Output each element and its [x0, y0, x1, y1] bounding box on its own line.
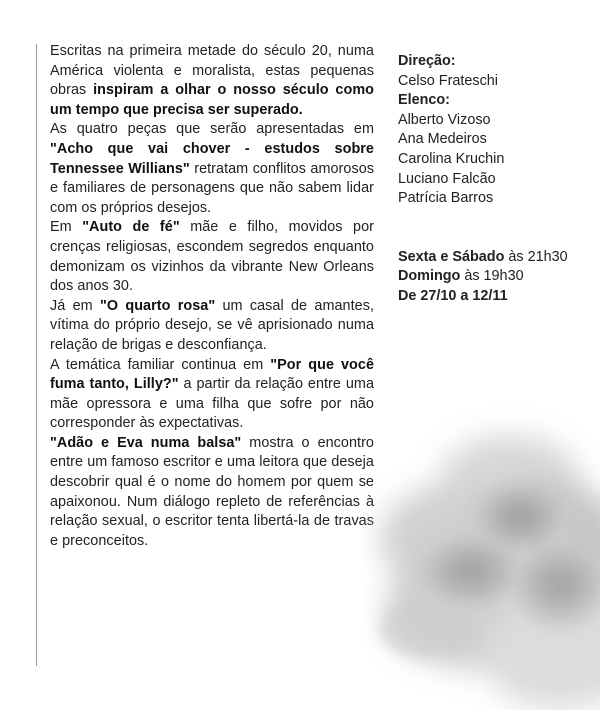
credits-panel	[398, 52, 598, 307]
play-title: "Adão e Eva numa balsa"	[50, 434, 242, 451]
synopsis-paragraph-6: "Adão e Eva numa balsa" mostra o encontro entre um famoso escritor e uma leitora que deseja descobrir qual é o nome do homem por quem se apaixonou. Num diálogo repleto de referências à relação sexual, o escritor tenta libertá-la de travas e preconceitos.	[50, 434, 374, 549]
synopsis-text	[50, 42, 374, 551]
cast-label: Elenco:	[398, 92, 450, 109]
play-title: "Acho que vai chover - estudos sobre Tennessee Willians"	[50, 140, 374, 177]
synopsis-paragraph-1: Escritas na primeira metade do século 20, numa América violenta e moralista, estas pequenas obras inspiram a olhar o nosso século como um tempo que precisa ser superado.	[50, 43, 375, 118]
schedule-line-sunday: Domingo às 19h30	[398, 268, 524, 285]
cast-member: Carolina Kruchin	[398, 150, 505, 167]
cast-member: Alberto Vizoso	[398, 111, 491, 128]
play-title: "O quarto rosa"	[99, 297, 216, 314]
synopsis-paragraph-4: Já em "O quarto rosa" um casal de amantes, vítima do próprio desejo, se vê aprisionado numa relação de brigas e desconfiança.	[50, 297, 374, 353]
highlight-text: inspiram a olhar o nosso século como um tempo que precisa ser superado.	[50, 82, 375, 118]
director-name: Celso Frateschi	[398, 72, 498, 89]
cast-member: Luciano Falcão	[398, 170, 496, 187]
cloud-decoration-icon	[360, 390, 600, 710]
play-title: "Por que você fuma tanto, Lilly?"	[50, 356, 374, 393]
synopsis-paragraph-3: Em "Auto de fé" mãe e filho, movidos por crenças religiosas, escondem segredos enquanto demonizam os vizinhos da vibrante New Orleans dos anos 30.	[50, 219, 374, 295]
schedule-line-weekend: Sexta e Sábado às 21h30	[398, 248, 568, 265]
synopsis-paragraph-2: As quatro peças que serão apresentadas em "Acho que vai chover - estudos sobre Tennessee Willians" retratam conflitos amorosos e familiares de personagens que não sabem lidar com os próprios desejos.	[50, 121, 374, 216]
cast-member: Patrícia Barros	[398, 190, 494, 207]
spacer	[398, 209, 598, 248]
direction-label: Direção:	[398, 53, 456, 69]
play-title: "Auto de fé"	[82, 219, 180, 236]
synopsis-paragraph-5: A temática familiar continua em "Por que você fuma tanto, Lilly?" a partir da relação entre uma mãe opressora e uma filha que sofre por não corresponder às expectativas.	[50, 356, 374, 432]
schedule-dates: De 27/10 a 12/11	[398, 287, 508, 304]
cast-member: Ana Medeiros	[398, 131, 487, 148]
left-vertical-rule	[36, 44, 37, 666]
